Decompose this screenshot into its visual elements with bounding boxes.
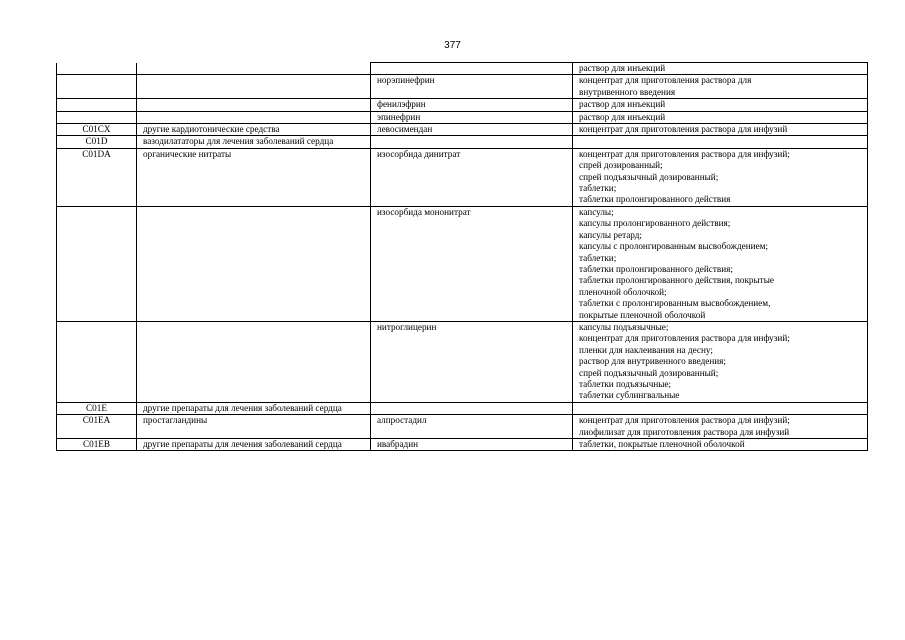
dosage-form-line: капсулы с пролонгированным высвобождением; [579,241,769,252]
table-body [57,63,868,451]
dosage-form-line: раствор для внутривенного введения; [579,356,726,367]
table-row [57,402,868,414]
pharmacological-group-cell: другие препараты для лечения заболеваний сердца [137,402,371,414]
dosage-forms-cell [573,148,868,206]
dosage-forms-cell [573,63,868,75]
dosage-form-line: раствор для инъекций [579,63,666,73]
dosage-forms-cell [573,402,868,414]
pharmacological-group-cell: другие препараты для лечения заболеваний сердца [137,439,371,451]
atc-code-cell [57,63,137,75]
dosage-form-line: капсулы ретард; [579,229,642,240]
dosage-form-line: таблетки с пролонгированным высвобождением, [579,298,771,309]
drug-name-cell: фенилэфрин [371,99,573,111]
dosage-forms-cell [573,439,868,451]
dosage-form-line: раствор для инъекций [579,99,666,110]
pharmacological-group-cell: другие кардиотонические средства [137,124,371,136]
drug-name-cell [371,136,573,148]
dosage-forms-cell [573,136,868,148]
atc-code-cell [57,206,137,321]
dosage-form-line: концентрат для приготовления раствора для инфузий; [579,415,790,426]
drug-name-cell [371,402,573,414]
atc-code-cell: C01EA [57,415,137,439]
table-row [57,148,868,206]
table-row [57,111,868,123]
dosage-forms-cell [573,75,868,99]
table-row [57,206,868,321]
dosage-forms-cell [573,206,868,321]
dosage-form-line: спрей подъязычный дозированный; [579,367,719,378]
drug-name-cell: изосорбида динитрат [371,148,573,206]
dosage-form-line: концентрат для приготовления раствора для [579,75,752,86]
dosage-form-line: покрытые пленочной оболочкой [579,309,706,320]
dosage-form-line: таблетки пролонгированного действия; [579,263,733,274]
drug-name-cell: эпинефрин [371,111,573,123]
atc-code-cell [57,75,137,99]
dosage-form-line: концентрат для приготовления раствора для инфузий [579,124,788,135]
table-row [57,136,868,148]
dosage-form-line: концентрат для приготовления раствора для инфузий; [579,333,790,344]
page-number: 377 [444,40,461,51]
drug-name-cell: норэпинефрин [371,75,573,99]
dosage-form-line: таблетки сублингвальные [579,390,680,401]
atc-code-cell: C01EB [57,439,137,451]
atc-code-cell: C01CX [57,124,137,136]
dosage-forms-cell [573,124,868,136]
table-row [57,99,868,111]
dosage-forms-cell [573,321,868,402]
atc-code-cell [57,321,137,402]
dosage-form-line: внутривенного введения [579,86,676,97]
pharmacological-group-cell [137,99,371,111]
atc-code-cell [57,111,137,123]
dosage-form-line: капсулы пролонгированного действия; [579,218,731,229]
atc-code-cell: C01D [57,136,137,148]
drug-name-cell: изосорбида мононитрат [371,206,573,321]
dosage-form-line: таблетки, покрытые пленочной оболочкой [579,439,745,449]
pharmacological-group-cell [137,111,371,123]
dosage-form-line: таблетки; [579,183,617,194]
table-row [57,321,868,402]
atc-code-cell: C01DA [57,148,137,206]
dosage-forms-cell [573,111,868,123]
table-row [57,439,868,451]
dosage-form-line: таблетки пролонгированного действия [579,194,731,205]
pharmacological-group-cell: простагландины [137,415,371,439]
pharmacological-group-cell [137,63,371,75]
pharmacological-group-cell [137,206,371,321]
dosage-form-line: лиофилизат для приготовления раствора для инфузий [579,426,790,437]
dosage-form-line: концентрат для приготовления раствора для инфузий; [579,148,790,159]
drug-name-cell: нитроглицерин [371,321,573,402]
dosage-forms-cell [573,99,868,111]
dosage-form-line: капсулы подъязычные; [579,321,669,332]
dosage-form-line: таблетки пролонгированного действия, покрытые [579,275,774,286]
table-row [57,124,868,136]
atc-code-cell [57,99,137,111]
dosage-forms-cell [573,415,868,439]
dosage-form-line: капсулы; [579,206,614,217]
drug-table [56,62,868,451]
drug-name-cell [371,63,573,75]
dosage-form-line: пленочной оболочкой; [579,286,667,297]
drug-name-cell: алпростадил [371,415,573,439]
pharmacological-group-cell: органические нитраты [137,148,371,206]
dosage-form-line: таблетки подъязычные; [579,378,672,389]
table-row [57,75,868,99]
dosage-form-line: таблетки; [579,252,617,263]
drug-name-cell: ивабрадин [371,439,573,451]
table-row [57,415,868,439]
pharmacological-group-cell [137,75,371,99]
atc-code-cell: C01E [57,402,137,414]
pharmacological-group-cell [137,321,371,402]
dosage-form-line: раствор для инъекций [579,111,666,122]
pharmacological-group-cell: вазодилататоры для лечения заболеваний сердца [137,136,371,148]
dosage-form-line: спрей дозированный; [579,160,663,171]
dosage-form-line: пленки для наклеивания на десну; [579,344,713,355]
drug-name-cell: левосимендан [371,124,573,136]
dosage-form-line: спрей подъязычный дозированный; [579,171,719,182]
table-row [57,63,868,75]
